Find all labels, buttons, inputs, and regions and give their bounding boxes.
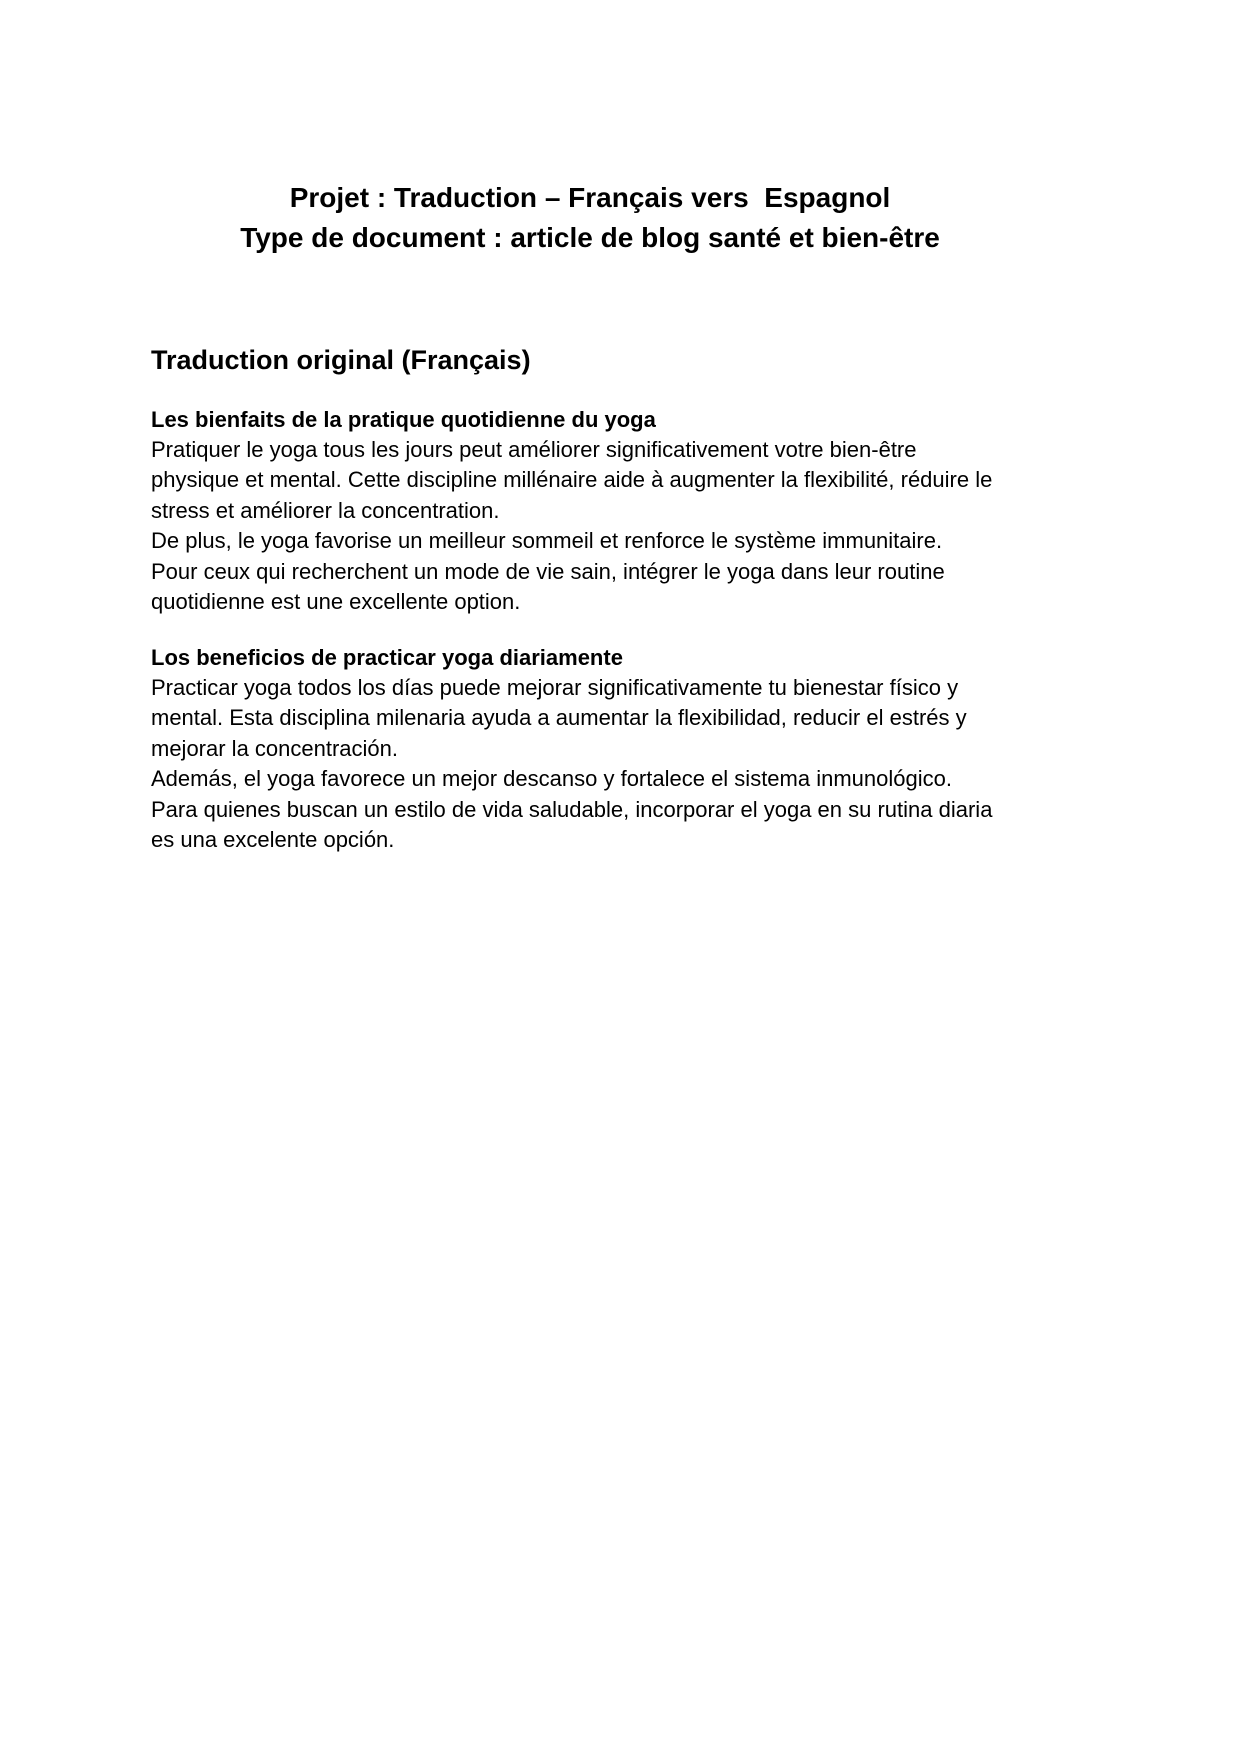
document-type: Type de document : article de blog santé et bien-être: [240, 222, 940, 253]
french-line: stress et améliorer la concentration.: [151, 497, 500, 523]
spanish-line: es una excelente opción.: [151, 827, 395, 853]
project-title: Projet : Traduction – Français vers Espagnol: [289, 182, 891, 213]
spanish-line: mejorar la concentración.: [151, 735, 399, 761]
french-article-heading: Les bienfaits de la pratique quotidienne du yoga: [151, 407, 656, 432]
document-header: [0, 178, 1180, 258]
spanish-line: Para quienes buscan un estilo de vida saludable, incorporar el yoga en su rutina diaria: [151, 796, 993, 822]
spanish-line: Practicar yoga todos los días puede mejorar significativamente tu bienestar físico y: [151, 675, 959, 700]
spanish-line: Además, el yoga favorece un mejor descanso y fortalece el sistema inmunológico.: [151, 766, 952, 792]
spanish-article-heading: Los beneficios de practicar yoga diariamente: [151, 645, 623, 670]
spanish-article: [151, 643, 1051, 855]
section-title: Traduction original (Français): [151, 345, 531, 375]
french-line: De plus, le yoga favorise un meilleur sommeil et renforce le système immunitaire.: [151, 528, 943, 554]
french-line: physique et mental. Cette discipline millénaire aide à augmenter la flexibilité, réduire le: [151, 467, 993, 493]
french-line: Pratiquer le yoga tous les jours peut améliorer significativement votre bien-être: [151, 437, 917, 462]
french-line: quotidienne est une excellente option.: [151, 589, 521, 615]
french-article: [151, 405, 1051, 617]
french-line: Pour ceux qui recherchent un mode de vie sain, intégrer le yoga dans leur routine: [151, 558, 945, 584]
spanish-line: mental. Esta disciplina milenaria ayuda a aumentar la flexibilidad, reducir el estrés y: [151, 705, 967, 731]
